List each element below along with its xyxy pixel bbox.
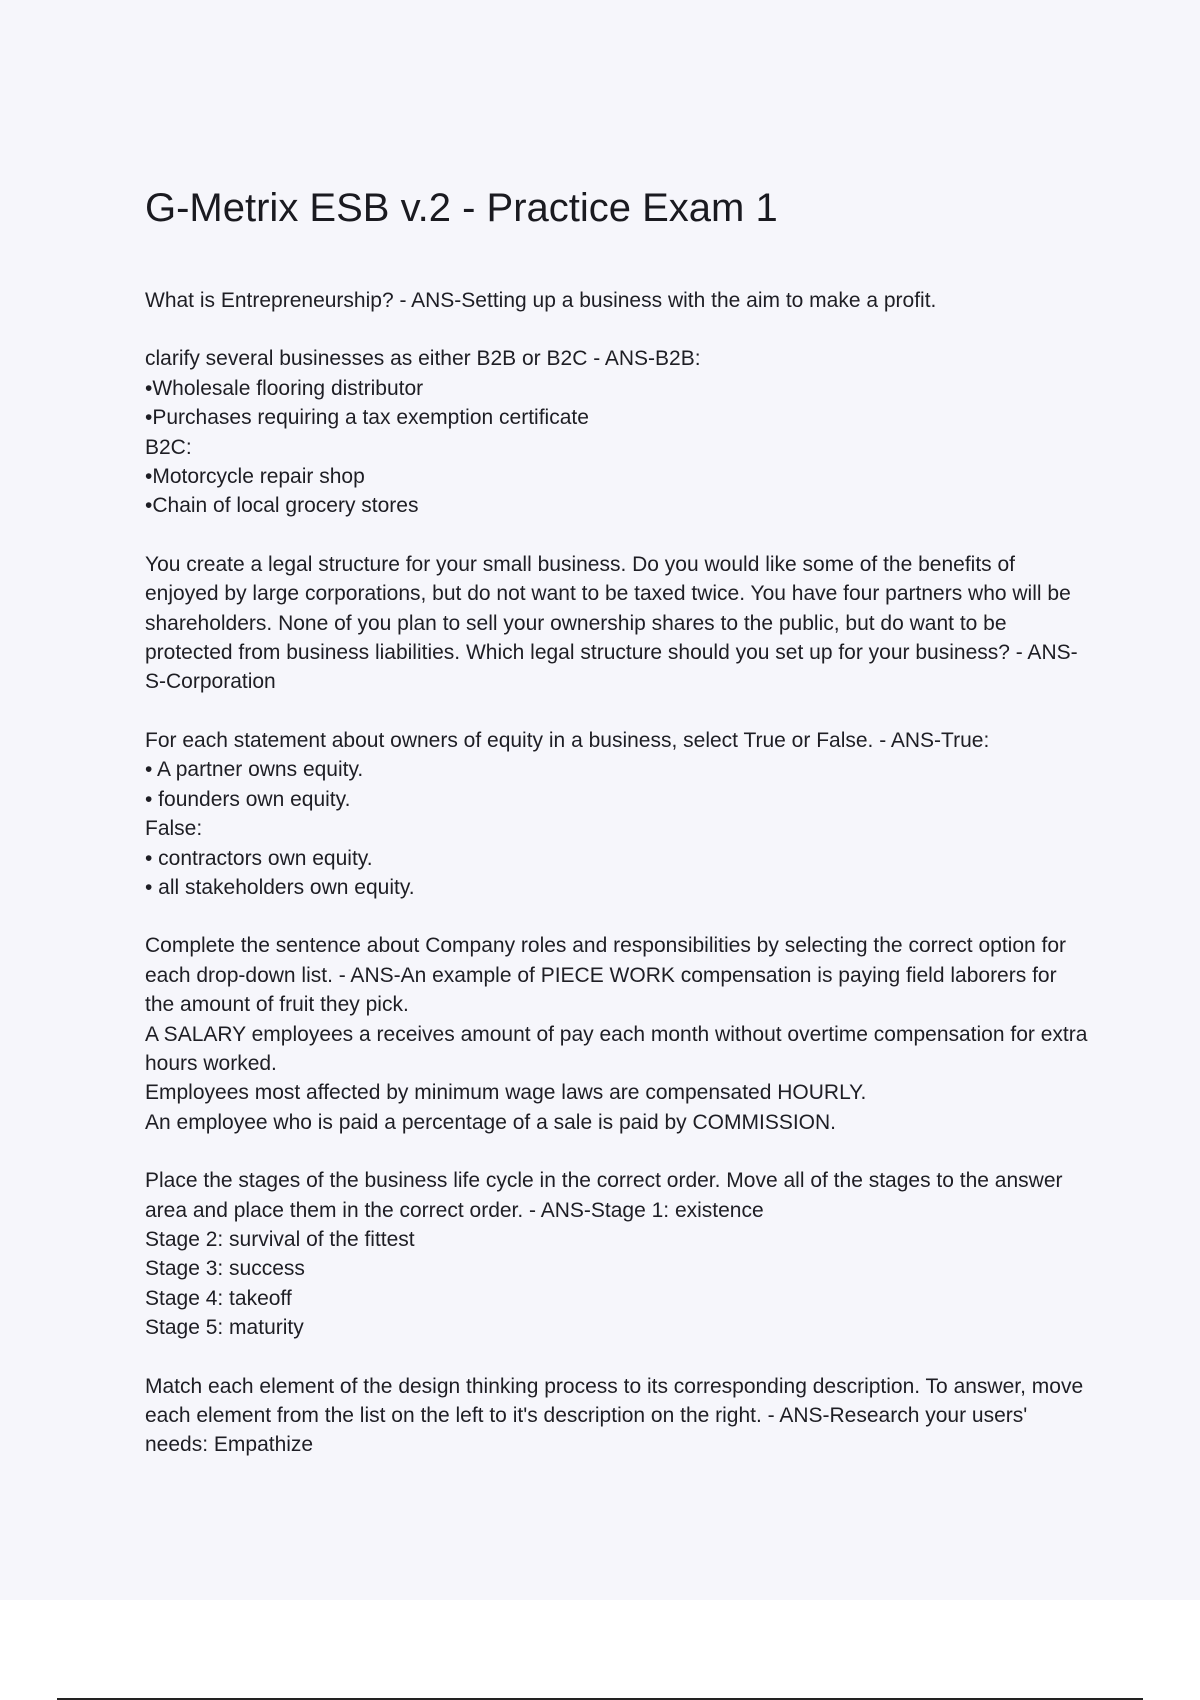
qa-compensation: Complete the sentence about Company roles and responsibilities by selecting the correct option for each drop-down list. - ANS-An example of PIECE WORK compensation is paying field laborers for the amount of fruit they pick. A SALARY employees a receives amount of pay each month without overtime compensation for extra hours worked. Employees most affected by minimum wage laws are compensated HOURLY. An employee who is paid a percentage of a sale is paid by COMMISSION. [145, 934, 1088, 1134]
qa-legal-structure: You create a legal structure for your small business. Do you would like some of the benefits of enjoyed by large corporations, but do not want to be taxed twice. You have four partners who will be shareholders. None of you plan to sell your ownership shares to the public, but do want to be protected from business liabilities. Which legal structure should you set up for your business? - ANS-S-Corporation [145, 552, 1078, 694]
document-title: G-Metrix ESB v.2 - Practice Exam 1 [145, 186, 778, 230]
qa-equity-owners: For each statement about owners of equity in a business, select True or False. - ANS-True: • A partner owns equity. • founders own equity. False: • contractors own equity. • all stakeholders own equity. [145, 728, 990, 899]
qa-entrepreneurship: What is Entrepreneurship? - ANS-Setting up a business with the aim to make a profit. [145, 289, 937, 312]
qa-life-cycle: Place the stages of the business life cycle in the correct order. Move all of the stages to the answer area and place them in the correct order. - ANS-Stage 1: existence Stage 2: survival of the fittest Stage 3: success Stage 4: takeoff Stage 5: maturity [145, 1169, 1063, 1340]
qa-design-thinking: Match each element of the design thinking process to its corresponding description. To answer, move each element from the list on the left to it's description on the right. - ANS-Research your users' needs: Empathize [145, 1374, 1084, 1457]
qa-b2b-b2c: clarify several businesses as either B2B or B2C - ANS-B2B: •Wholesale flooring distributor •Purchases requiring a tax exemption certificate B2C: •Motorcycle repair shop •Chain of local grocery stores [145, 347, 701, 518]
document-content [145, 180, 1090, 1489]
